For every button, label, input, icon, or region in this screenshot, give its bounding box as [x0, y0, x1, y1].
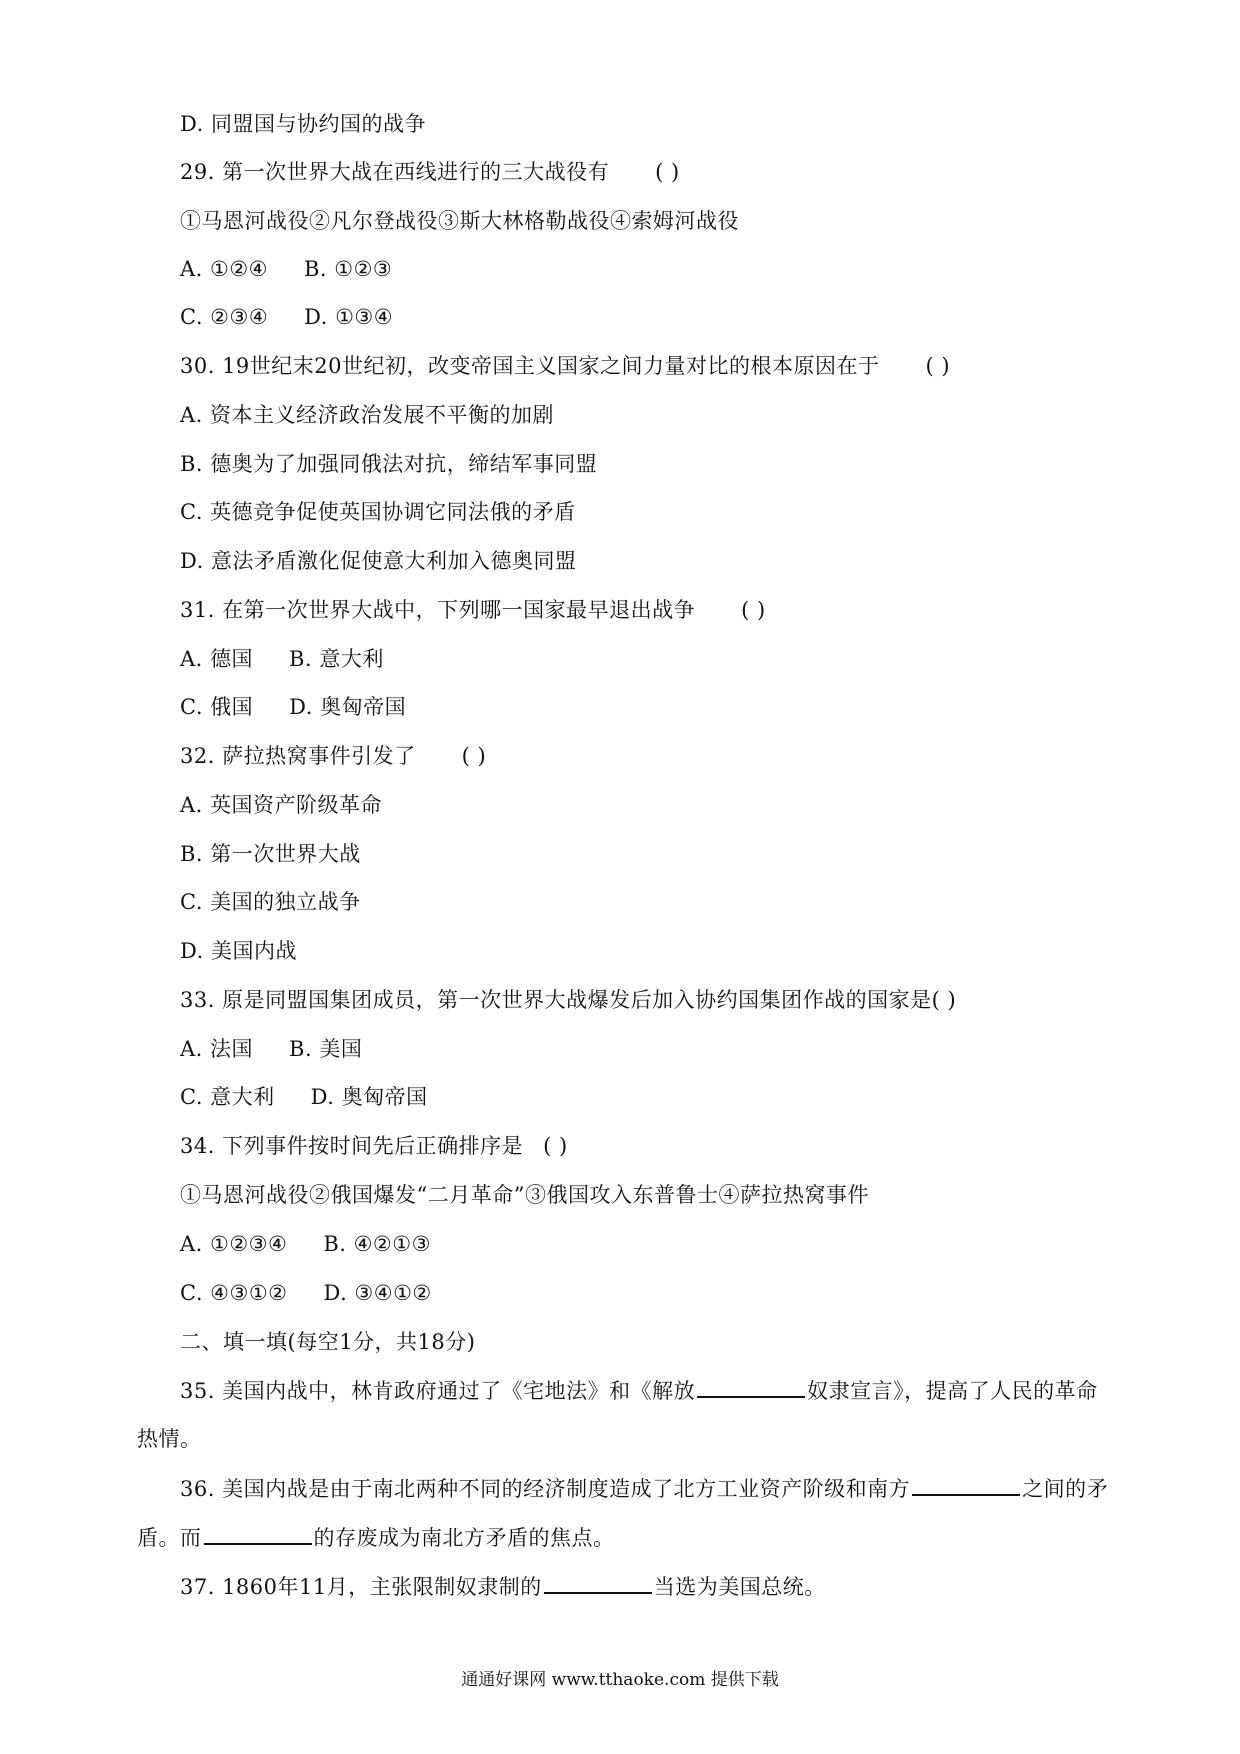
q32-option-d: [180, 937, 297, 965]
q37-line1: [180, 1572, 826, 1601]
q31-stem: [180, 596, 766, 624]
question-text: 29. 第一次世界大战在西线进行的三大战役有: [180, 160, 610, 184]
option-c: C. ②③④: [180, 305, 269, 329]
option-b: B. 美国: [289, 1037, 363, 1061]
option-c: C. 意大利: [180, 1085, 275, 1109]
q33-options-cd: [180, 1083, 428, 1111]
text: ①马恩河战役②凡尔登战役③斯大林格勒战役④索姆河战役: [180, 209, 739, 233]
text: D. 美国内战: [180, 939, 297, 963]
q36-line1: [180, 1474, 1108, 1503]
q32-option-a: [180, 791, 382, 819]
question-text: 的存废成为南北方矛盾的焦点。: [313, 1526, 615, 1550]
fill-blank[interactable]: [204, 1523, 312, 1545]
option-d: D. ①③④: [304, 305, 394, 329]
text: ①马恩河战役②俄国爆发“二月革命”③俄国攻入东普鲁士④萨拉热窝事件: [180, 1183, 869, 1207]
q35-line2: [137, 1425, 202, 1453]
q34-options-cd: [180, 1279, 432, 1307]
question-text: 33. 原是同盟国集团成员，第一次世界大战爆发后加入协约国集团作战的国家是: [180, 988, 932, 1012]
text: A. 资本主义经济政治发展不平衡的加剧: [180, 403, 555, 427]
q28-option-d: [180, 110, 426, 138]
q29-options-cd: [180, 303, 393, 331]
question-text: 30. 19世纪末20世纪初，改变帝国主义国家之间力量对比的根本原因在于: [180, 354, 880, 378]
q33-options-ab: [180, 1035, 362, 1063]
q29-options-ab: [180, 255, 392, 283]
q31-options-cd: [180, 693, 406, 721]
question-text: 32. 萨拉热窝事件引发了: [180, 744, 416, 768]
option-a: A. ①②③④: [180, 1232, 288, 1256]
text: B. 第一次世界大战: [180, 842, 361, 866]
question-text: 盾。而: [137, 1526, 202, 1550]
question-text: 奴隶宣言》，提高了人民的革命: [807, 1379, 1098, 1403]
q34-options-ab: [180, 1230, 431, 1258]
page-footer: 通通好课网 www.tthaoke.com 提供下载: [461, 1670, 779, 1690]
text: D. 意法矛盾激化促使意大利加入德奥同盟: [180, 549, 577, 573]
fill-blank[interactable]: [697, 1376, 805, 1398]
q30-option-d: [180, 547, 576, 575]
option-b: B. ④②①③: [323, 1232, 431, 1256]
q34-items: [180, 1181, 869, 1209]
option-c: C. 俄国: [180, 695, 254, 719]
answer-parens: ( ): [543, 1134, 568, 1158]
q32-option-b: [180, 840, 361, 868]
option-b: B. 意大利: [289, 647, 384, 671]
q30-stem: [180, 352, 950, 380]
question-text: 当选为美国总统。: [653, 1575, 826, 1599]
q30-option-a: [180, 401, 554, 429]
option-a: A. ①②④: [180, 257, 268, 281]
answer-parens: ( ): [655, 160, 680, 184]
question-text: 31. 在第一次世界大战中，下列哪一国家最早退出战争: [180, 598, 696, 622]
question-text: 36. 美国内战是由于南北两种不同的经济制度造成了北方工业资产阶级和南方: [180, 1477, 911, 1501]
text: B. 德奥为了加强同俄法对抗，缔结军事同盟: [180, 452, 598, 476]
option-d: D. ③④①②: [323, 1281, 432, 1305]
q34-stem: [180, 1132, 568, 1160]
q32-option-c: [180, 888, 361, 916]
section-heading: [180, 1328, 475, 1356]
option-a: A. 德国: [180, 647, 254, 671]
q32-stem: [180, 742, 486, 770]
text: 热情。: [137, 1427, 202, 1451]
q33-stem: [180, 986, 956, 1014]
q31-options-ab: [180, 645, 384, 673]
option-d: D. 奥匈帝国: [310, 1085, 428, 1109]
text: C. 英德竞争促使英国协调它同法俄的矛盾: [180, 500, 576, 524]
question-text: 之间的矛: [1022, 1477, 1109, 1501]
q35-line1: [180, 1376, 1098, 1405]
option-b: B. ①②③: [304, 257, 393, 281]
question-text: 37. 1860年11月，主张限制奴隶制的: [180, 1575, 542, 1599]
q29-stem: [180, 158, 680, 186]
option-c: C. ④③①②: [180, 1281, 288, 1305]
answer-parens: ( ): [931, 988, 957, 1012]
text: A. 英国资产阶级革命: [180, 793, 383, 817]
answer-parens: ( ): [461, 744, 487, 768]
answer-parens: ( ): [925, 354, 951, 378]
question-text: 34. 下列事件按时间先后正确排序是: [180, 1134, 524, 1158]
text: D. 同盟国与协约国的战争: [180, 112, 426, 136]
q30-option-b: [180, 450, 597, 478]
q30-option-c: [180, 498, 576, 526]
text: 二、填一填(每空1分，共18分): [180, 1330, 476, 1354]
answer-parens: ( ): [741, 598, 766, 622]
fill-blank[interactable]: [544, 1572, 652, 1594]
option-d: D. 奥匈帝国: [289, 695, 407, 719]
q36-line2: [137, 1523, 615, 1552]
fill-blank[interactable]: [912, 1474, 1020, 1496]
q29-items: [180, 207, 739, 235]
text: C. 美国的独立战争: [180, 890, 361, 914]
option-a: A. 法国: [180, 1037, 254, 1061]
question-text: 35. 美国内战中，林肯政府通过了《宅地法》和《解放: [180, 1379, 696, 1403]
